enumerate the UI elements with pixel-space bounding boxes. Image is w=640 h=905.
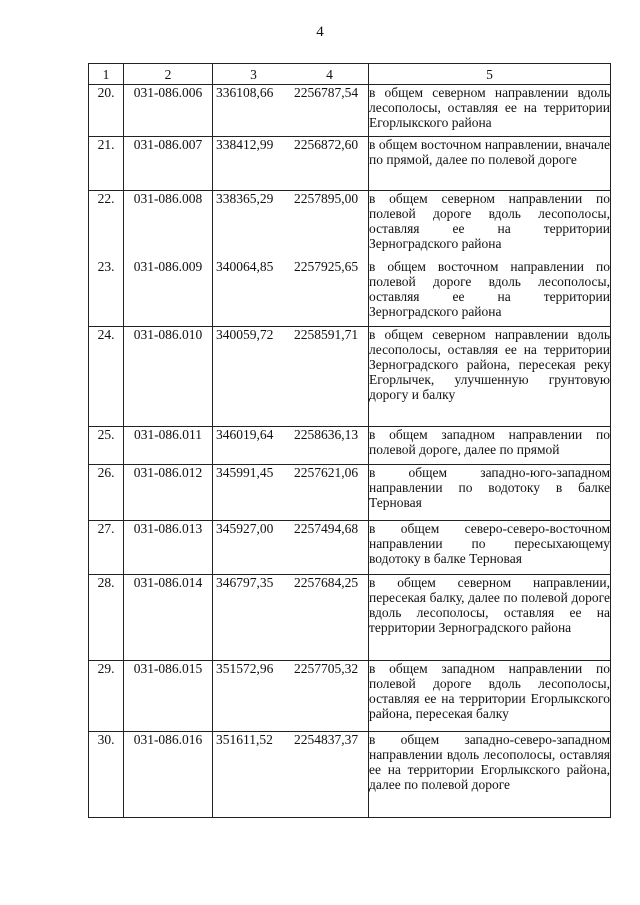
coord-y: 2256872,60 (294, 137, 359, 152)
point-code: 031-086.014 (124, 575, 213, 661)
coord-x: 346797,35 (216, 575, 274, 590)
row-number: 28. (89, 575, 124, 661)
header-col-5: 5 (369, 64, 611, 85)
coord-x: 338412,99 (216, 137, 274, 152)
coord-y: 2257705,32 (294, 661, 359, 676)
table-row (89, 259, 611, 327)
header-col-2: 2 (124, 64, 213, 85)
point-code: 031-086.007 (124, 137, 213, 191)
point-code: 031-086.010 (124, 327, 213, 427)
direction-description: в общем западном направлении по полевой дороге, далее по прямой (369, 427, 611, 465)
point-code: 031-086.015 (124, 661, 213, 732)
table-row (89, 85, 611, 137)
coordinates (213, 575, 369, 661)
point-code: 031-086.006 (124, 85, 213, 137)
coordinates (213, 191, 369, 259)
point-code: 031-086.009 (124, 259, 213, 327)
coordinates (213, 427, 369, 465)
direction-description: в общем западно-северо-западном направлении вдоль лесополосы, оставляя ее на территории Егорлыкского района, далее по полевой дороге (369, 732, 611, 818)
row-number: 24. (89, 327, 124, 427)
direction-description: в общем северном направлении, пересекая балку, далее по полевой дороге вдоль лесополосы, оставляя ее на территории Зерноградского района (369, 575, 611, 661)
coord-x: 346019,64 (216, 427, 274, 442)
direction-description: в общем северном направлении вдоль лесополосы, оставляя ее на территории Егорлыкского района (369, 85, 611, 137)
coord-x: 351611,52 (216, 732, 273, 747)
direction-description: в общем северо-северо-восточном направлении по пересыхающему водотоку в балке Терновая (369, 521, 611, 575)
point-code: 031-086.013 (124, 521, 213, 575)
coordinates (213, 327, 369, 427)
coordinates (213, 732, 369, 818)
page-number: 4 (316, 24, 324, 40)
coordinates (213, 661, 369, 732)
row-number: 23. (89, 259, 124, 327)
coordinates (213, 259, 369, 327)
table-row (89, 575, 611, 661)
coord-y: 2257621,06 (294, 465, 359, 480)
point-code: 031-086.008 (124, 191, 213, 259)
row-number: 27. (89, 521, 124, 575)
point-code: 031-086.016 (124, 732, 213, 818)
row-number: 20. (89, 85, 124, 137)
coord-x: 345991,45 (216, 465, 274, 480)
direction-description: в общем восточном направлении, вначале по прямой, далее по полевой дороге (369, 137, 611, 191)
row-number: 29. (89, 661, 124, 732)
coord-x: 340059,72 (216, 327, 274, 342)
coord-y: 2258636,13 (294, 427, 359, 442)
coordinates (213, 465, 369, 521)
table-row (89, 661, 611, 732)
coord-x: 345927,00 (216, 521, 274, 536)
header-col-4: 4 (326, 66, 333, 82)
direction-description: в общем северном направлении по полевой дороге вдоль лесополосы, оставляя ее на территории Зерноградского района (369, 191, 611, 259)
row-number: 26. (89, 465, 124, 521)
coord-y: 2256787,54 (294, 85, 359, 100)
coordinates (213, 137, 369, 191)
coord-y: 2257684,25 (294, 575, 359, 590)
coord-x: 340064,85 (216, 258, 274, 274)
point-code: 031-086.012 (124, 465, 213, 521)
direction-description: в общем западно-юго-западном направлении по водотоку в балке Терновая (369, 465, 611, 521)
header-col-3-4 (213, 64, 369, 85)
header-col-3: 3 (250, 66, 257, 82)
row-number: 25. (89, 427, 124, 465)
direction-description: в общем западном направлении по полевой дороге вдоль лесополосы, оставляя ее на территории Егорлыкского района, пересекая балку (369, 661, 611, 732)
coord-x: 338365,29 (216, 191, 274, 206)
coord-y: 2257494,68 (294, 521, 359, 536)
row-number: 30. (89, 732, 124, 818)
coord-y: 2257925,65 (294, 258, 359, 274)
coord-y: 2258591,71 (294, 327, 359, 342)
coordinates (213, 85, 369, 137)
header-row (89, 64, 611, 85)
table-row (89, 732, 611, 818)
table-row (89, 465, 611, 521)
table-row (89, 427, 611, 465)
coord-y: 2257895,00 (294, 191, 359, 206)
table-row (89, 521, 611, 575)
table-row (89, 137, 611, 191)
coord-x: 351572,96 (216, 661, 274, 676)
row-number: 21. (89, 137, 124, 191)
coord-x: 336108,66 (216, 85, 274, 100)
header-col-1: 1 (89, 64, 124, 85)
table-row (89, 327, 611, 427)
direction-description: в общем северном направлении вдоль лесополосы, оставляя ее на территории Зерноградского района, пересекая реку Егорлычек, улучшенную грунтовую дорогу и балку (369, 327, 611, 427)
coordinates (213, 521, 369, 575)
direction-description: в общем восточном направлении по полевой дороге вдоль лесополосы, оставляя ее на территории Зерноградского района (369, 259, 611, 327)
point-code: 031-086.011 (124, 427, 213, 465)
coord-y: 2254837,37 (294, 732, 359, 747)
table-row (89, 191, 611, 259)
row-number: 22. (89, 191, 124, 259)
boundary-table (88, 63, 611, 818)
